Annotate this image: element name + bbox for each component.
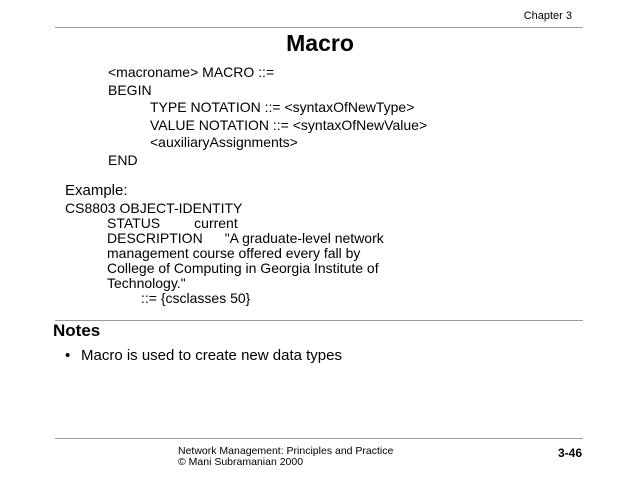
page-number: 3-46 <box>558 446 583 460</box>
example-line: College of Computing in Georgia Institute of <box>107 260 379 276</box>
notes-divider <box>55 320 583 321</box>
bullet-icon: • <box>65 347 71 364</box>
example-status-line <box>65 216 384 231</box>
slide-title: Macro <box>286 30 354 56</box>
notes-item-text: Macro is used to create new data types <box>81 347 342 364</box>
example-description-line <box>65 231 384 246</box>
footer-book-title: Network Management: Principles and Practice <box>178 445 394 457</box>
footer-copyright: © Mani Subramanian 2000 <box>178 456 304 468</box>
footer-credits <box>178 446 393 468</box>
syntax-line: BEGIN <box>108 81 152 98</box>
status-key: STATUS <box>107 215 161 231</box>
syntax-line: <auxiliaryAssignments> <box>150 134 298 150</box>
example-code-block <box>65 201 384 306</box>
macro-syntax-block <box>108 64 427 169</box>
description-value: "A graduate-level network <box>224 230 384 246</box>
example-line: Technology." <box>107 275 186 291</box>
description-key: DESCRIPTION <box>107 230 203 246</box>
chapter-label: Chapter 3 <box>523 10 572 22</box>
syntax-line: VALUE NOTATION ::= <syntaxOfNewValue> <box>150 116 428 133</box>
notes-bullet-item <box>65 347 342 364</box>
notes-heading: Notes <box>53 321 101 340</box>
example-label: Example: <box>65 182 128 199</box>
syntax-line: END <box>108 151 138 168</box>
header-divider <box>55 27 583 28</box>
status-value: current <box>194 215 238 231</box>
footer-divider <box>55 438 583 439</box>
syntax-line: <macroname> MACRO ::= <box>108 64 275 80</box>
example-line: management course offered every fall by <box>107 245 361 261</box>
syntax-line: TYPE NOTATION ::= <syntaxOfNewType> <box>150 99 415 115</box>
example-line: ::= {csclasses 50} <box>141 290 251 306</box>
example-line: CS8803 OBJECT-IDENTITY <box>65 200 243 216</box>
